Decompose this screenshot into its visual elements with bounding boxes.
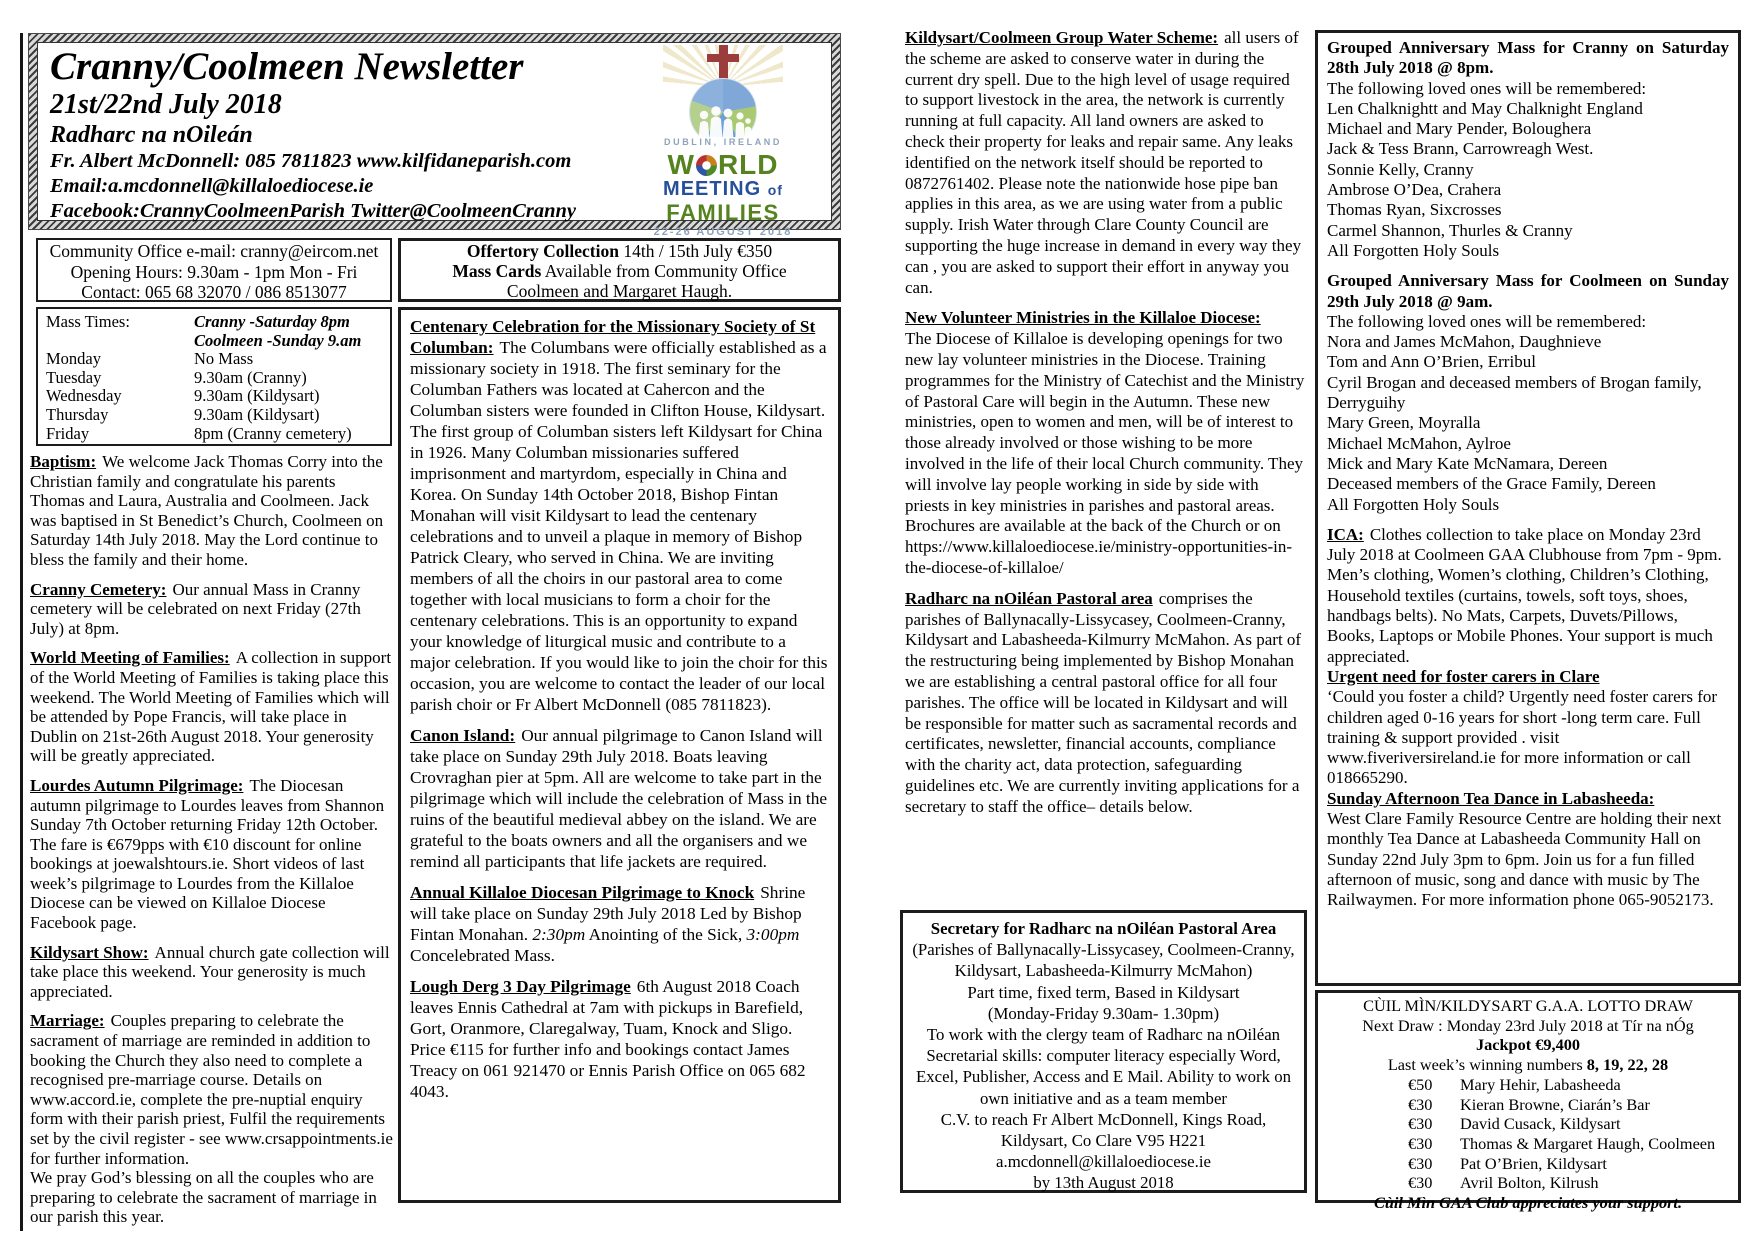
secretary-email: a.mcdonnell@killaloediocese.ie [996,1152,1211,1172]
remembered-name: Michael McMahon, Aylroe [1327,433,1511,453]
masthead [28,33,841,238]
section-tea-dance: Sunday Afternoon Tea Dance in Labasheeda: West Clare Family Resource Centre are holding their next monthly Tea Dance at Labasheeda Community Hall on Sunday 22nd July 3pm to 6pm. Join us for a fun filled afternoon of music, song and dance with music by The Railwaymen. For more information phone 065-9052173. [1327,788,1722,910]
remembered-intro: The following loved ones will be remembered: [1327,78,1647,98]
offertory-box: Offertory Collection 14th / 15th July €350 Mass Cards Available from Community Office Coolmeen and Margaret Haugh. [398,238,841,302]
mass-times-box [36,307,392,446]
remembered-name: All Forgotten Holy Souls [1327,240,1500,260]
remembered-name: All Forgotten Holy Souls [1327,494,1500,514]
lotto-footer: Cùil Mìn GAA Club appreciates your support. [1373,1193,1683,1213]
secretary-title: Secretary for Radharc na nOiléan Pastoral Area [930,919,1277,938]
remembered-name: Cyril Brogan and deceased members of Brogan family, Derryguihy [1327,372,1702,413]
remembered-name: Ambrose O’Dea, Crahera [1327,180,1502,200]
logo-families-text: FAMILIES [666,200,780,225]
swirl-o-icon [696,155,717,176]
page-left-rule [20,33,23,1231]
lotto-winner-row: €30 Avril Bolton, Kilrush [1408,1173,1599,1193]
column-2-box [398,307,841,1203]
wmof-logo [625,45,821,238]
remembered-name: Michael and Mary Pender, Boloughera [1327,119,1592,139]
secretary-parishes: (Parishes of Ballynacally-Lissycasey, Coolmeen-Cranny, Kildysart, Labasheeda-Kilmurry McMahon) [912,940,1295,981]
mass-cards-line2: Coolmeen and Margaret Haugh. [506,280,733,301]
secretary-cv: C.V. to reach Fr Albert McDonnell, Kings Road, Kildysart, Co Clare V95 H221 [940,1109,1267,1151]
newsletter-title: Cranny/Coolmeen Newsletter [50,45,524,88]
remembered-name: Tom and Ann O’Brien, Erribul [1327,352,1536,372]
logo-meeting-text: MEETING of [663,178,783,200]
remembered-name: Mick and Mary Kate McNamara, Dereen [1327,453,1608,473]
section-water-scheme: Kildysart/Coolmeen Group Water Scheme: all users of the scheme are asked to conserve water in during the current dry spell. Due to the high level of usage required to support livestock in the area, the network is currently running at full capacity. All land owners are asked to check their property for leaks and repair same. Any leaks identified on the network itself should be reported to 0872761402. Please note the nationwide hose pipe ban applies in this area, as we are using water from a public supply. Irish Water through Clare County Council are supporting the huge increase in demand in every way they can , you are asked to support their effort in anyway you can. [905,28,1302,297]
logo-dates-text: 22-26 AUGUST 2018 [653,226,793,238]
section-marriage: Marriage: Couples preparing to celebrate the sacrament of marriage are reminded in addition to booking the Church they also need to complete a recognised pre-marriage course. Details on www.accord.ie, complete the pre-nuptial enquiry form with their parish priest, Fulfil the requirements set by the civil register - see www.crsappointments.ie for further information. [30,1011,393,1168]
section-centenary-columban: Centenary Celebration for the Missionary Society of St Columban: The Columbans were officially established as a missionary society in 1918. The first seminary for the Columban Fathers was located at Cahercon and the Columban sisters were founded in Clifton House, Kildysart. The first group of Columban sisters left Kildysart for China in 1926. Many Columban missionaries suffered imprisonment and martyrdom, especially in China and Korea. On Sunday 14th October 2018, Bishop Fintan Monahan will visit Kildysart to lead the centenary celebrations and to unveil a plaque in memory of Bishop Patrick Cleary, who served in China. We are inviting members of all the choirs in our pastoral area to come together with local musicians to form a choir for the centenary celebrations. This is an opportunity to expand your knowledge of liturgical music and contribute to a major celebration. If you would like to join the choir for this occasion, you are welcome to contact the leader of our local parish choir or Fr Albert McDonnell (085 7811823). [410,317,828,714]
section-cranny-anniversary-mass [1327,38,1729,261]
email-line: Email:a.mcdonnell@killaloediocese.ie [50,175,374,197]
section-volunteer-ministries: New Volunteer Ministries in the Killaloe Diocese: The Diocese of Killaloe is developing openings for two new lay volunteer ministries in the Diocese. Training programmes for the Ministry of Catechist and the Ministry of Pastoral Care will begin in the Autumn. These new ministries, open to women and men, will be of interest to those already involved or those wishing to be more involved in the life of their local Church community. They will involve lay people working in side by side with priests in key ministries in parishes and pastoral areas. Brochures are available at the back of the Church or on https://www.killaloediocese.ie/ministry-opportunities-in-the-diocese-of-killaloe/ [905,308,1305,577]
lotto-winning-numbers: Last week’s winning numbers 8, 19, 22, 28 [1387,1055,1669,1075]
remembered-name: Sonnie Kelly, Cranny [1327,159,1474,179]
pastoral-area-name: Radharc na nOileán [50,122,253,148]
remembered-intro: The following loved ones will be remembered: [1327,311,1647,331]
mass-times-label: Mass Times: [46,312,130,331]
secretary-skills: Secretarial skills: computer literacy especially Word, Excel, Publisher, Access and E Mail. Ability to work on own initiative and as a team member [916,1046,1291,1108]
section-pastoral-area: Radharc na nOiléan Pastoral area comprises the parishes of Ballynacally-Lissycasey, Coolmeen-Cranny, Kildysart and Labasheeda-Kilmurry McMahon. As part of the restructuring being implemented by Bishop Monahan we are establishing a central pastoral office for all four parishes. The office will be located in Kildysart and will be responsible for matter such as sacramental records and certificates, newsletter, financial accounts, compliance with the charity act, data protection, safeguarding guidelines etc. We are currently inviting applications for a secretary to staff the office– details below. [905,588,1302,816]
coolmeen-mass-heading: Grouped Anniversary Mass for Coolmeen on Sunday 29th July 2018 @ 9am. [1327,271,1729,311]
offertory-amount: 14th / 15th July €350 [623,241,773,261]
section-world-meeting-families: World Meeting of Families: A collection in support of the World Meeting of Families is taking place this weekend. The World Meeting of Families which will be attended by Pope Francis, will take place in Dublin on 21st-26th August 2018. Your generosity will be greatly appreciated. [30,648,392,766]
community-hours: Opening Hours: 9.30am - 1pm Mon - Fri [70,261,358,282]
lotto-winner-row: €30 David Cusack, Kildysart [1408,1114,1621,1134]
priest-contact-line: Fr. Albert McDonnell: 085 7811823 www.kilfidaneparish.com [50,150,572,172]
mass-time: 8pm (Cranny cemetery) [194,423,352,443]
lotto-winner-row: €30 Pat O’Brien, Kildysart [1408,1153,1607,1173]
section-foster-carers: Urgent need for foster carers in Clare ‘Could you foster a child? Urgently need foster carers for children aged 0-16 years for short -long term care. Full training & support provided . visit www.fiveriversireland.ie for more information or call 018665290. [1327,666,1718,788]
section-knock-pilgrimage: Annual Killaloe Diocesan Pilgrimage to Knock Shrine will take place on Sunday 29th July 2018 Led by Bishop Fintan Monahan. 2:30pm Anointing of the Sick, 3:00pm Concelebrated Mass. [410,883,806,965]
remembered-name: Thomas Ryan, Sixcrosses [1327,200,1502,220]
cross-icon [625,45,821,81]
section-canon-island: Canon Island: Our annual pilgrimage to Canon Island will take place on Sunday 29th July 2018. Boats leaving Crovraghan pier at 5pm. All are welcome to take part in the pilgrimage which will include the celebration of Mass in the ruins of the beautiful medieval abbey on the island. We are grateful to the boats owners and all the organisers and we remind all participants that life jackets are required. [410,726,828,871]
mass-day: Thursday [46,404,109,424]
community-contact: Contact: 065 68 32070 / 086 8513077 [81,282,347,302]
secretary-terms: Part time, fixed term, Based in Kildysart [967,982,1240,1002]
lotto-next-draw: Next Draw : Monday 23rd July 2018 at Tír na nÓg [1362,1015,1694,1035]
social-line: Facebook:CrannyCoolmeenParish Twitter@CoolmeenCranny [50,200,576,222]
remembered-name: Jack & Tess Brann, Carrowreagh West. [1327,139,1594,159]
mass-time: 9.30am (Kildysart) [194,404,320,424]
secretary-hours: (Monday-Friday 9.30am- 1.30pm) [987,1003,1220,1023]
mass-day: Tuesday [46,367,102,387]
remembered-name: Deceased members of the Grace Family, Dereen [1327,474,1656,494]
remembered-name: Len Chalknightt and May Chalknight England [1327,98,1643,118]
mass-time: No Mass [194,349,254,369]
mass-day: Friday [46,423,90,443]
logo-location-text: DUBLIN, IRELAND [661,137,785,147]
issue-date: 21st/22nd July 2018 [50,89,282,120]
lotto-winner-row: €30 Kieran Browne, Ciarán’s Bar [1408,1094,1650,1114]
lotto-jackpot: Jackpot €9,400 [1475,1035,1581,1055]
secretary-team: To work with the clergy team of Radharc na nOiléan [926,1025,1281,1045]
offertory-heading: Offertory Collection [466,241,619,261]
section-coolmeen-anniversary-mass [1327,271,1729,515]
section-ica: ICA: Clothes collection to take place on Monday 23rd July 2018 at Coolmeen GAA Clubhouse from 7pm - 9pm. Men’s clothing, Women’s clothing, Children’s Clothing, Household textiles (curtains, towels, soft toys, shoes, handbags belts). No Mats, Carpets, Duvets/Pillows, Books, Laptops or Mobile Phones. Your support is much appreciated. [1327,524,1722,666]
lotto-winner-row: €30 Thomas & Margaret Haugh, Coolmeen [1408,1133,1716,1153]
community-email: Community Office e-mail: cranny@eircom.net [49,241,379,261]
lotto-winner-row: €50 Mary Hehir, Labasheeda [1408,1074,1621,1094]
section-lourdes-pilgrimage: Lourdes Autumn Pilgrimage: The Diocesan autumn pilgrimage to Lourdes leaves from Shannon Sunday 7th October returning Friday 12th October. The fare is €679pps with €10 discount for online bookings at joewalshtours.ie. Short videos of last week’s pilgrimage to Lourdes from the Killaloe Diocese can be viewed on Killaloe Diocese Facebook page. [30,775,385,933]
section-marriage-para2: We pray God’s blessing on all the couples who are preparing to celebrate the sacrament of marriage in our parish this year. [30,1168,377,1227]
mass-venue-coolmeen: Coolmeen -Sunday 9.am [194,330,362,350]
mass-time: 9.30am (Cranny) [194,367,307,387]
column-1 [30,452,393,1227]
section-baptism: Baptism: We welcome Jack Thomas Corry into the Christian family and congratulate his parents Thomas and Laura, Australia and Coolmeen. Jack was baptised in St Benedict’s Church, Coolmeen on Saturday 14th July 2018. May the Lord continue to bless the family and their home. [30,452,384,569]
section-kildysart-show: Kildysart Show: Annual church gate collection will take place this weekend. Your generosity is much appreciated. [30,942,390,1001]
remembered-name: Mary Green, Moyralla [1327,413,1481,433]
mass-time: 9.30am (Kildysart) [194,386,320,406]
remembered-name: Carmel Shannon, Thurles & Cranny [1327,220,1573,240]
mass-day: Monday [46,349,101,369]
section-cranny-cemetery: Cranny Cemetery: Our annual Mass in Cranny cemetery will be celebrated on next Friday (27th July) at 8pm. [30,579,361,638]
column-3 [905,28,1305,817]
logo-world-text: W RLD [667,149,779,180]
column-4-box [1315,30,1741,986]
remembered-name: Nora and James McMahon, Daughnieve [1327,332,1602,352]
secretary-deadline: by 13th August 2018 [1033,1173,1174,1193]
mass-cards-heading: Mass Cards [452,260,542,281]
lotto-title: CÙIL MÌN/KILDYSART G.A.A. LOTTO DRAW [1363,996,1693,1015]
mass-venue-cranny: Cranny -Saturday 8pm [194,312,350,331]
ornate-border [28,33,841,238]
gaa-lotto-box [1315,990,1741,1213]
mass-day: Wednesday [46,386,122,406]
secretary-vacancy-box [900,910,1307,1193]
community-office-box [36,238,392,302]
section-lough-derg: Lough Derg 3 Day Pilgrimage 6th August 2018 Coach leaves Ennis Cathedral at 7am with pickups in Barefield, Gort, Oranmore, Claregalway, Tuam, Knock and Sligo. Price €115 for further info and bookings contact James Treacy on 061 921470 or Ennis Parish Office on 065 682 4043. [410,977,806,1101]
cranny-mass-heading: Grouped Anniversary Mass for Cranny on Saturday 28th July 2018 @ 8pm. [1327,38,1729,78]
